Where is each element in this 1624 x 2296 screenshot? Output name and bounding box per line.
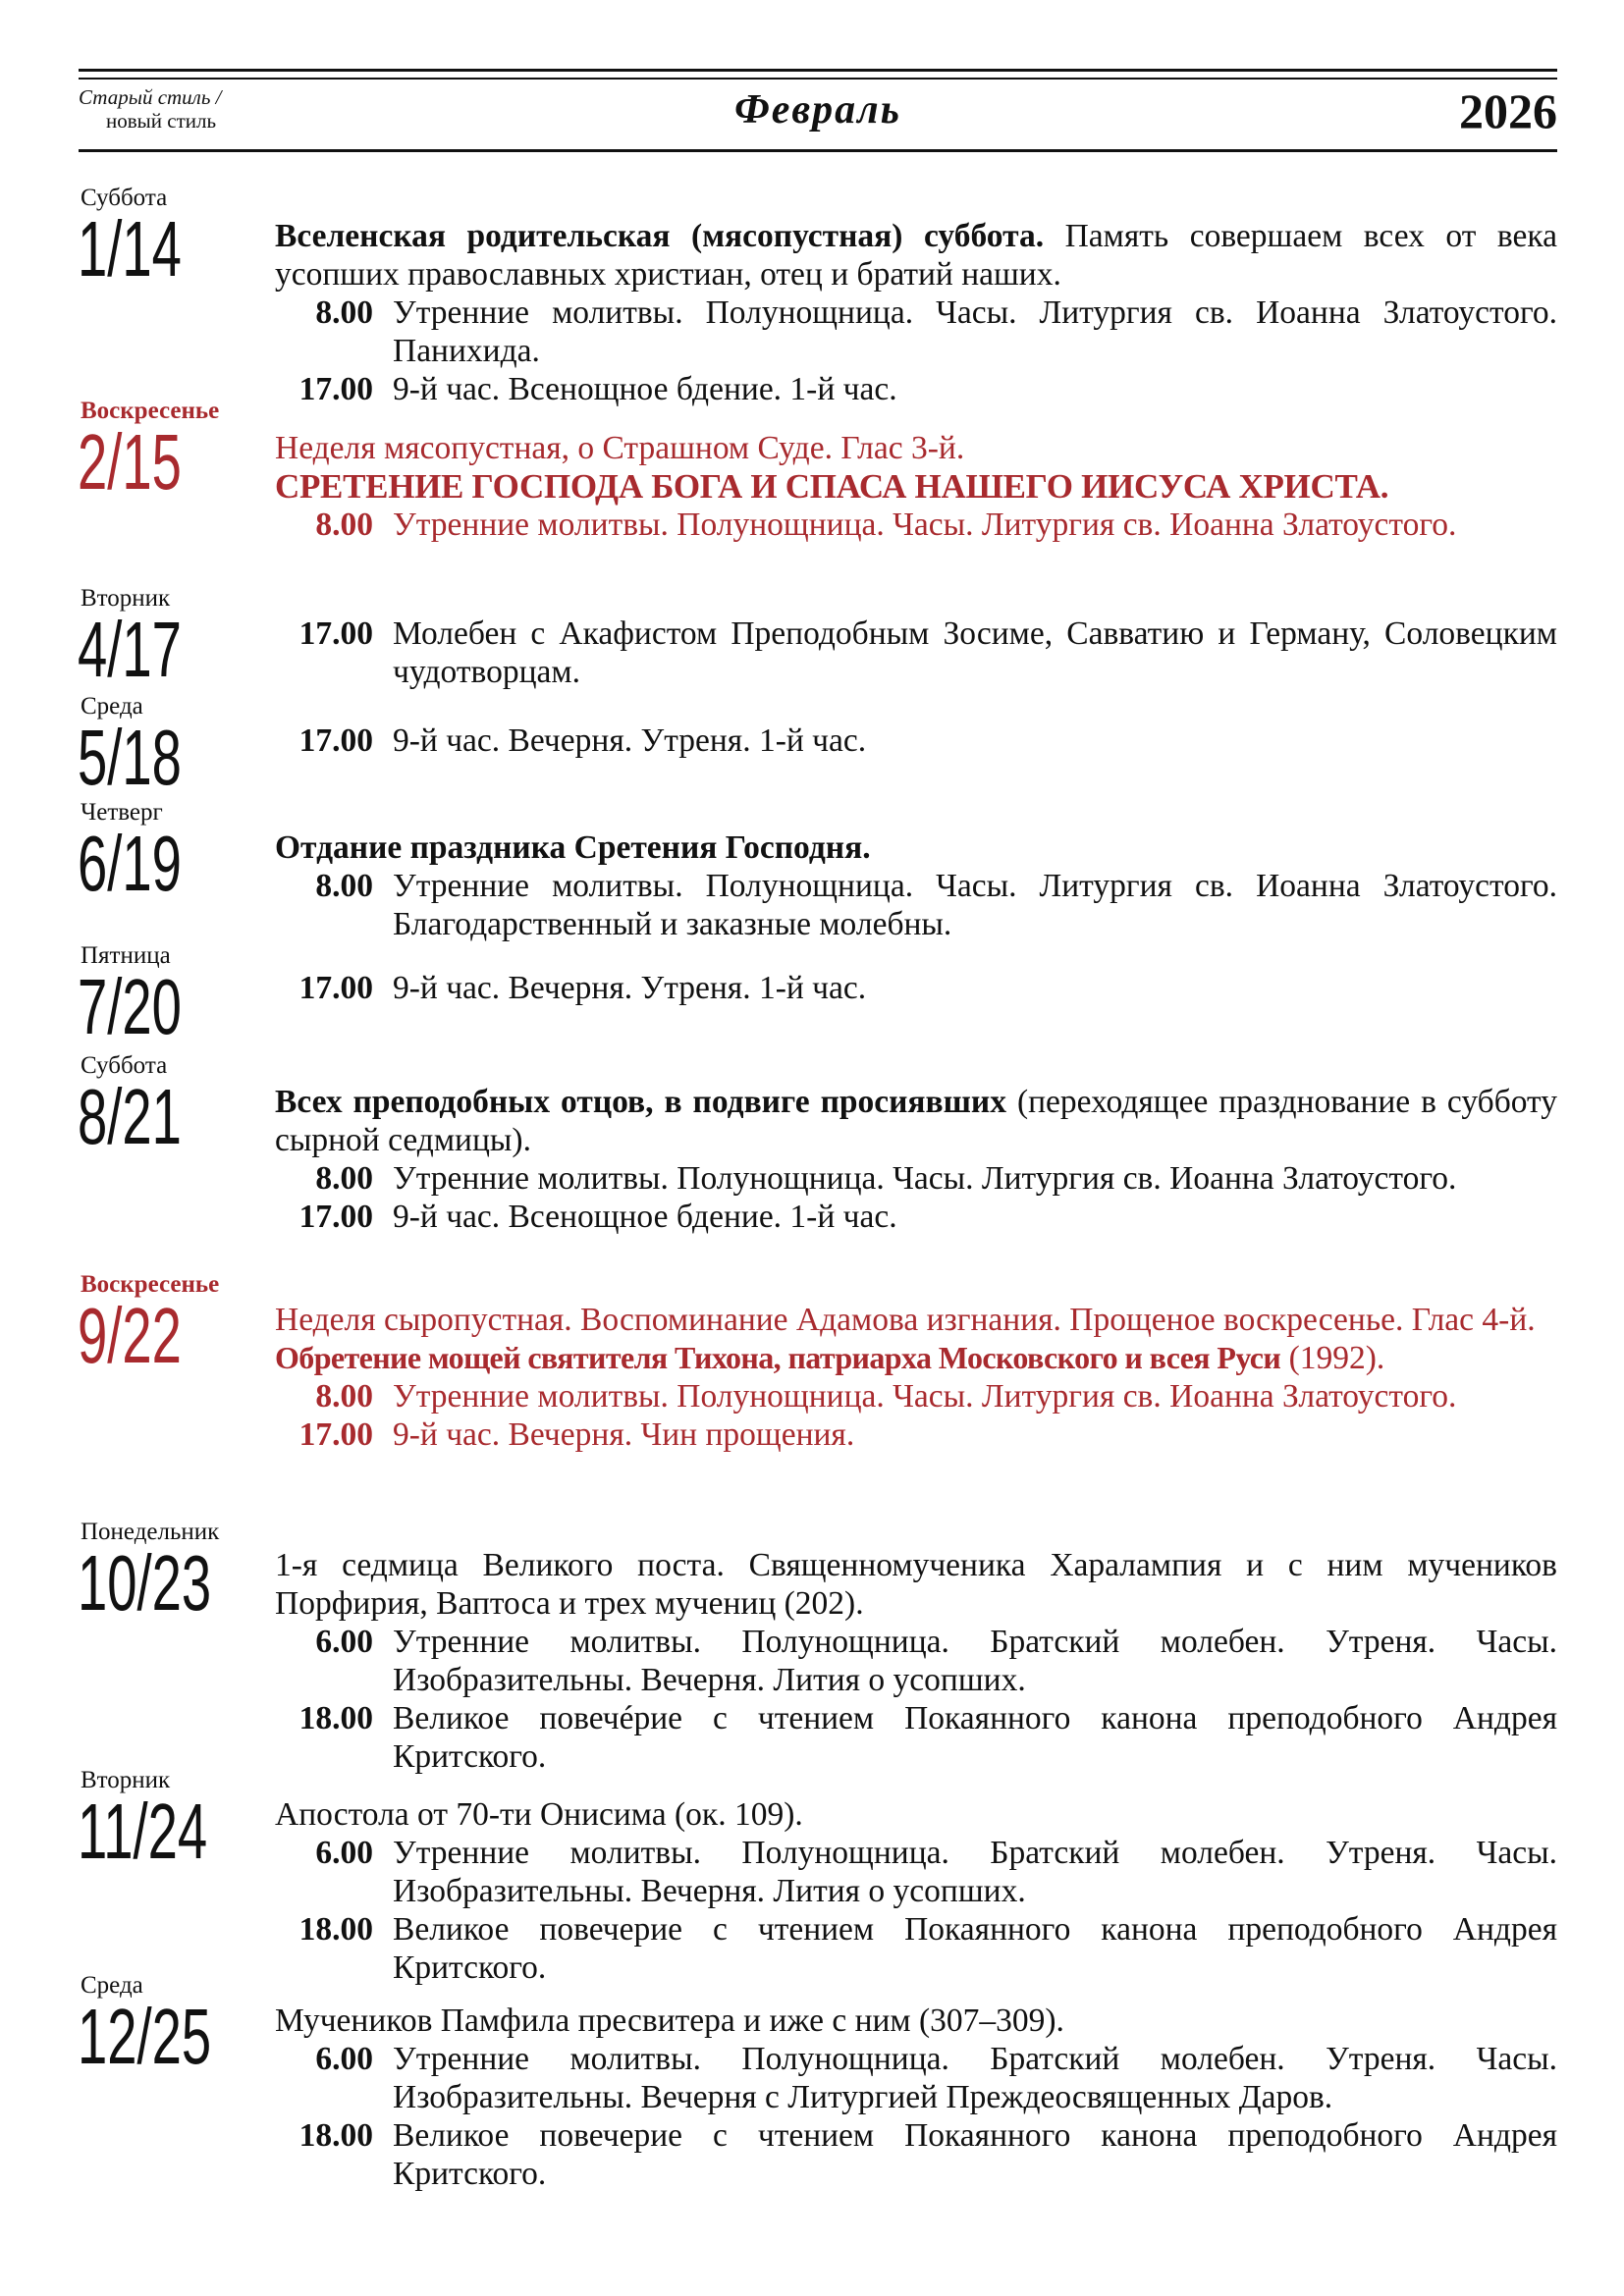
service-row [275, 1834, 1557, 1910]
service-row [275, 506, 1557, 544]
service-text: Утренние молитвы. Полунощница. Братский молебен. Утреня. Часы. Изобразительны. Вечерня с Литургией Преждеосвященных Даров. [393, 2041, 1557, 2115]
service-row [275, 1699, 1557, 1776]
service-row [275, 969, 1557, 1007]
service-time: 17.00 [298, 1416, 373, 1453]
commemoration: 1-я седмица Великого поста. Священномученика Харалампия и с ним мучеников Порфирия, Ваптоса и трех мучениц (202). [275, 1547, 1557, 1622]
date-label: 10/23 [78, 1539, 212, 1627]
day-of-week: Пятница [81, 942, 171, 969]
service-text: Утренние молитвы. Полунощница. Братский молебен. Утреня. Часы. Изобразительны. Вечерня. Лития о усопших. [393, 1624, 1557, 1698]
day-content [275, 1301, 1557, 1454]
commemoration [275, 217, 1557, 294]
service-row [275, 1623, 1557, 1699]
service-text: Утренние молитвы. Полунощница. Часы. Литургия св. Иоанна Златоустого. [393, 1160, 1457, 1197]
service-text: 9-й час. Вечерня. Утреня. 1-й час. [393, 970, 867, 1006]
service-time: 6.00 [315, 1835, 373, 1871]
service-time: 18.00 [298, 2117, 373, 2154]
commemoration: Апостола от 70-ти Онисима (ок. 109). [275, 1796, 803, 1833]
commemoration: Неделя сыропустная. Воспоминание Адамова изгнания. Прощеное воскресенье. Глас 4-й. [275, 1302, 1536, 1338]
service-row [275, 2040, 1557, 2116]
commemoration-title: Всех преподобных отцов, в подвиге просиявших [275, 1084, 1006, 1120]
feast-line [275, 1339, 1557, 1377]
service-time: 6.00 [315, 2041, 373, 2077]
date-label: 12/25 [78, 1993, 212, 2080]
service-time: 8.00 [315, 507, 373, 543]
service-text: Утренние молитвы. Полунощница. Часы. Литургия св. Иоанна Златоустого. [393, 507, 1457, 543]
day-content [275, 1546, 1557, 1776]
day-content [275, 1083, 1557, 1236]
commemoration-note: (переходящее празднование в субботу сырной седмицы). [275, 1084, 1558, 1158]
day-of-week: Воскресенье [81, 1271, 220, 1298]
day-of-week: Среда [81, 693, 143, 720]
date-label: 5/18 [78, 714, 182, 801]
day-content [275, 2002, 1557, 2193]
service-text: 9-й час. Всенощное бдение. 1-й час. [393, 371, 897, 407]
page-header [79, 69, 1557, 153]
service-row [275, 867, 1557, 943]
day-content [275, 721, 1557, 760]
service-row [275, 1377, 1557, 1415]
month-title: Февраль [734, 87, 901, 133]
service-time: 17.00 [298, 615, 373, 652]
service-text: Утренние молитвы. Полунощница. Часы. Литургия св. Иоанна Златоустого. Благодарственный и заказные молебны. [393, 868, 1557, 942]
day-content [275, 614, 1557, 691]
service-row [275, 2116, 1557, 2193]
commemoration [275, 1083, 1557, 1159]
year-label: 2026 [1459, 83, 1557, 138]
date-label: 7/20 [78, 963, 182, 1050]
service-time: 18.00 [298, 1911, 373, 1948]
date-label: 9/22 [78, 1292, 182, 1379]
date-label: 6/19 [78, 820, 182, 907]
service-row [275, 614, 1557, 691]
header-rule-top [79, 69, 1557, 72]
day-of-week: Среда [81, 1972, 143, 1999]
day-of-week: Четверг [81, 799, 163, 826]
day-content [275, 429, 1557, 544]
date-label: 8/21 [78, 1073, 182, 1160]
date-label: 11/24 [78, 1788, 208, 1875]
day-content [275, 217, 1557, 408]
service-text: Великое повечерие с чтением Покаянного канона преподобного Андрея Критского. [393, 2117, 1557, 2192]
service-row [275, 1198, 1557, 1236]
service-time: 17.00 [298, 722, 373, 759]
commemoration: Неделя мясопустная, о Страшном Суде. Глас 3-й. [275, 430, 965, 466]
day-content [275, 828, 1557, 943]
header-rule-bottom [79, 149, 1557, 152]
day-of-week: Понедельник [81, 1519, 220, 1545]
service-text: Утренние молитвы. Полунощница. Часы. Литургия св. Иоанна Златоустого. [393, 1378, 1457, 1415]
service-row [275, 1415, 1557, 1454]
day-of-week: Суббота [81, 185, 168, 211]
service-time: 8.00 [315, 294, 373, 331]
date-label: 4/17 [78, 606, 182, 693]
service-text: Великое повечерие с чтением Покаянного канона преподобного Андрея Критского. [393, 1911, 1557, 1986]
style-new-label: новый стиль [106, 109, 217, 133]
service-row [275, 294, 1557, 370]
service-text: Утренние молитвы. Полунощница. Братский молебен. Утреня. Часы. Изобразительны. Вечерня. Лития о усопших. [393, 1835, 1557, 1909]
service-text: 9-й час. Вечерня. Утреня. 1-й час. [393, 722, 867, 759]
service-time: 17.00 [298, 970, 373, 1006]
day-content [275, 1795, 1557, 1987]
day-of-week: Вторник [81, 1767, 171, 1793]
commemoration-note: Память совершаем всех от века усопших православных христиан, отец и братий наших. [275, 218, 1557, 293]
feast-note: (1992). [1280, 1340, 1385, 1376]
style-old-label: Старый стиль / [79, 85, 222, 109]
header-rule-top-thin [79, 78, 1557, 80]
service-text: 9-й час. Всенощное бдение. 1-й час. [393, 1199, 897, 1235]
feast-title: Обретение мощей святителя Тихона, патриарха Московского и всея Руси [275, 1340, 1281, 1375]
service-time: 18.00 [298, 1700, 373, 1736]
service-text: Молебен с Акафистом Преподобным Зосиме, Савватию и Герману, Соловецким чудотворцам. [393, 615, 1557, 690]
commemoration: Мучеников Памфила пресвитера и иже с ним (307–309). [275, 2002, 1064, 2039]
service-time: 17.00 [298, 1199, 373, 1235]
service-time: 8.00 [315, 1378, 373, 1415]
service-row [275, 1159, 1557, 1198]
commemoration-title: Отдание праздника Сретения Господня. [275, 829, 871, 866]
service-row [275, 721, 1557, 760]
service-row [275, 1910, 1557, 1987]
day-of-week: Суббота [81, 1052, 168, 1079]
service-time: 6.00 [315, 1624, 373, 1660]
service-text: 9-й час. Вечерня. Чин прощения. [393, 1416, 855, 1453]
service-text: Утренние молитвы. Полунощница. Часы. Литургия св. Иоанна Златоустого. Панихида. [393, 294, 1557, 369]
service-time: 8.00 [315, 868, 373, 904]
service-time: 17.00 [298, 371, 373, 407]
service-text: Великое повечéрие с чтением Покаянного канона преподобного Андрея Критского. [393, 1700, 1557, 1775]
day-content [275, 969, 1557, 1007]
feast-title: СРЕТЕНИЕ ГОСПОДА БОГА И СПАСА НАШЕГО ИИСУСА ХРИСТА. [275, 467, 1389, 506]
date-label: 2/15 [78, 418, 182, 506]
service-time: 8.00 [315, 1160, 373, 1197]
commemoration-title: Вселенская родительская (мясопустная) суббота. [275, 218, 1045, 254]
day-of-week: Воскресенье [81, 398, 220, 424]
service-row [275, 370, 1557, 408]
day-of-week: Вторник [81, 585, 171, 612]
date-label: 1/14 [78, 205, 182, 293]
